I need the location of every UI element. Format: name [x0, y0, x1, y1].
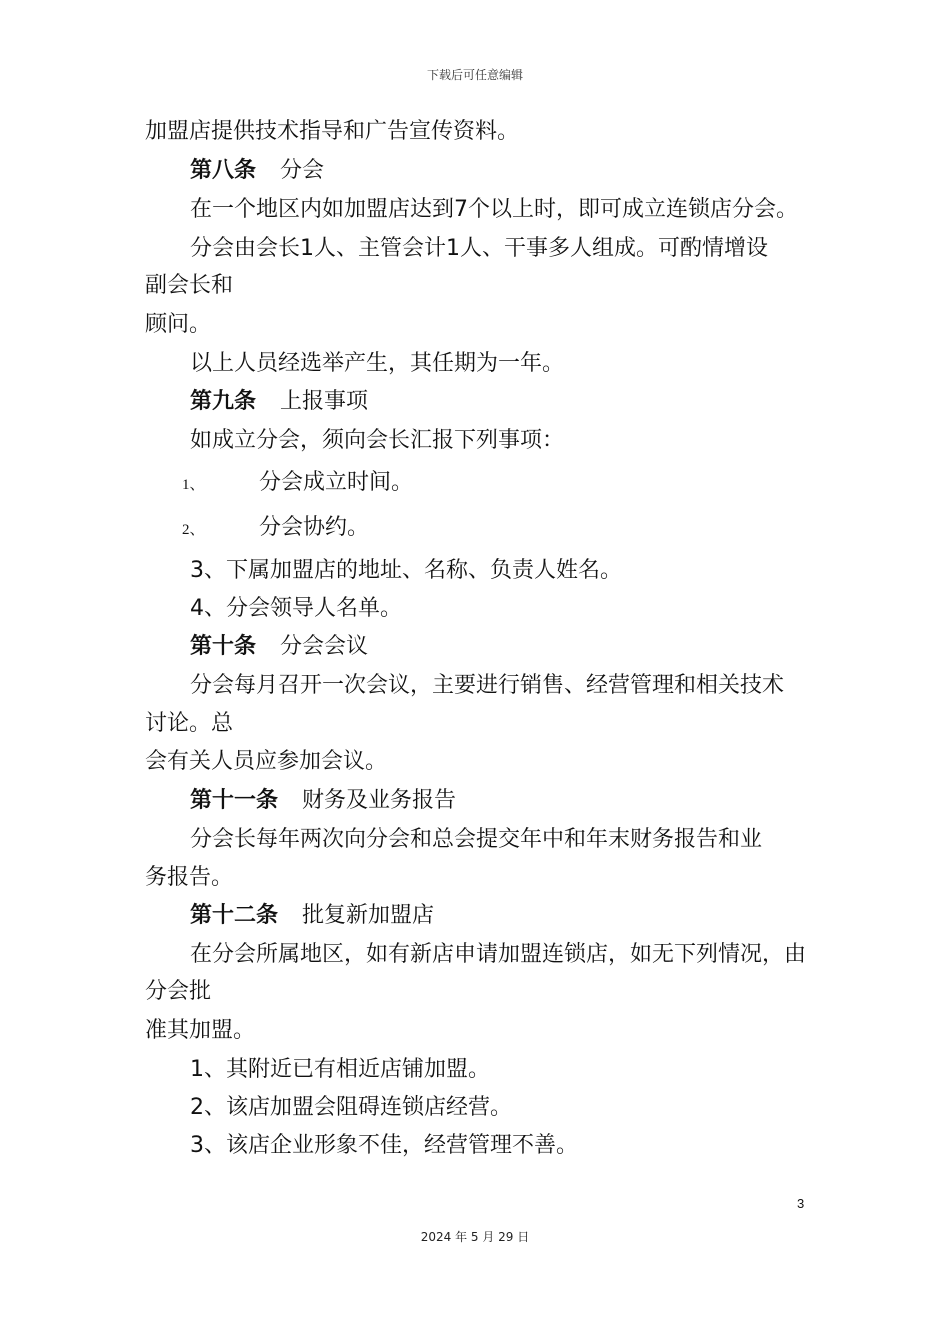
body-line: 分会每月召开一次会议，主要进行销售、经营管理和相关技术 — [190, 673, 785, 698]
footer-date: 2024 年 5 月 29 日 — [420, 1230, 530, 1244]
article-heading-9 — [190, 387, 368, 417]
article-heading-10 — [190, 632, 368, 662]
body-line: 分会批 — [145, 979, 212, 1004]
article-title: 分会会议 — [280, 634, 369, 659]
list-text: 分会成立时间。 — [259, 470, 414, 495]
list-text: 分会协约。 — [259, 515, 370, 540]
body-line: 4、分会领导人名单。 — [190, 596, 402, 621]
article-number: 第十一条 — [190, 788, 279, 813]
body-line: 准其加盟。 — [145, 1018, 256, 1043]
body-line: 1、其附近已有相近店铺加盟。 — [190, 1057, 490, 1082]
body-line: 3、下属加盟店的地址、名称、负责人姓名。 — [190, 558, 622, 583]
body-line: 讨论。总 — [145, 711, 234, 736]
body-line: 在分会所属地区，如有新店申请加盟连锁店，如无下列情况，由 — [190, 942, 807, 967]
article-heading-8 — [190, 156, 324, 186]
list-number: 1、 — [182, 477, 205, 493]
article-number: 第九条 — [190, 389, 257, 414]
body-line: 以上人员经选举产生，其任期为一年。 — [190, 351, 565, 376]
body-line: 2、该店加盟会阻碍连锁店经营。 — [190, 1095, 512, 1120]
article-title: 上报事项 — [280, 389, 369, 414]
article-number: 第十条 — [190, 634, 257, 659]
page-number: 3 — [797, 1196, 805, 1211]
page-header: 下载后可任意编辑 — [426, 68, 523, 82]
article-title: 财务及业务报告 — [302, 788, 457, 813]
article-heading-12 — [190, 901, 434, 931]
body-line: 如成立分会，须向会长汇报下列事项： — [190, 428, 565, 453]
list-item — [182, 468, 413, 500]
body-line: 务报告。 — [145, 865, 234, 890]
body-line: 会有关人员应参加会议。 — [145, 749, 388, 774]
article-number: 第八条 — [190, 158, 257, 183]
body-line: 3、该店企业形象不佳，经营管理不善。 — [190, 1133, 578, 1158]
body-line: 分会长每年两次向分会和总会提交年中和年末财务报告和业 — [190, 827, 763, 852]
body-line: 分会由会长1人、主管会计1人、干事多人组成。可酌情增设 — [190, 236, 768, 261]
list-item — [182, 513, 369, 545]
body-line: 加盟店提供技术指导和广告宣传资料。 — [145, 119, 520, 144]
article-title: 批复新加盟店 — [302, 903, 435, 928]
body-line: 副会长和 — [145, 273, 234, 298]
list-number: 2、 — [182, 522, 205, 538]
body-line: 顾问。 — [145, 312, 212, 337]
body-line: 在一个地区内如加盟店达到7个以上时，即可成立连锁店分会。 — [190, 197, 798, 222]
article-title: 分会 — [280, 158, 325, 183]
article-heading-11 — [190, 786, 456, 816]
article-number: 第十二条 — [190, 903, 279, 928]
